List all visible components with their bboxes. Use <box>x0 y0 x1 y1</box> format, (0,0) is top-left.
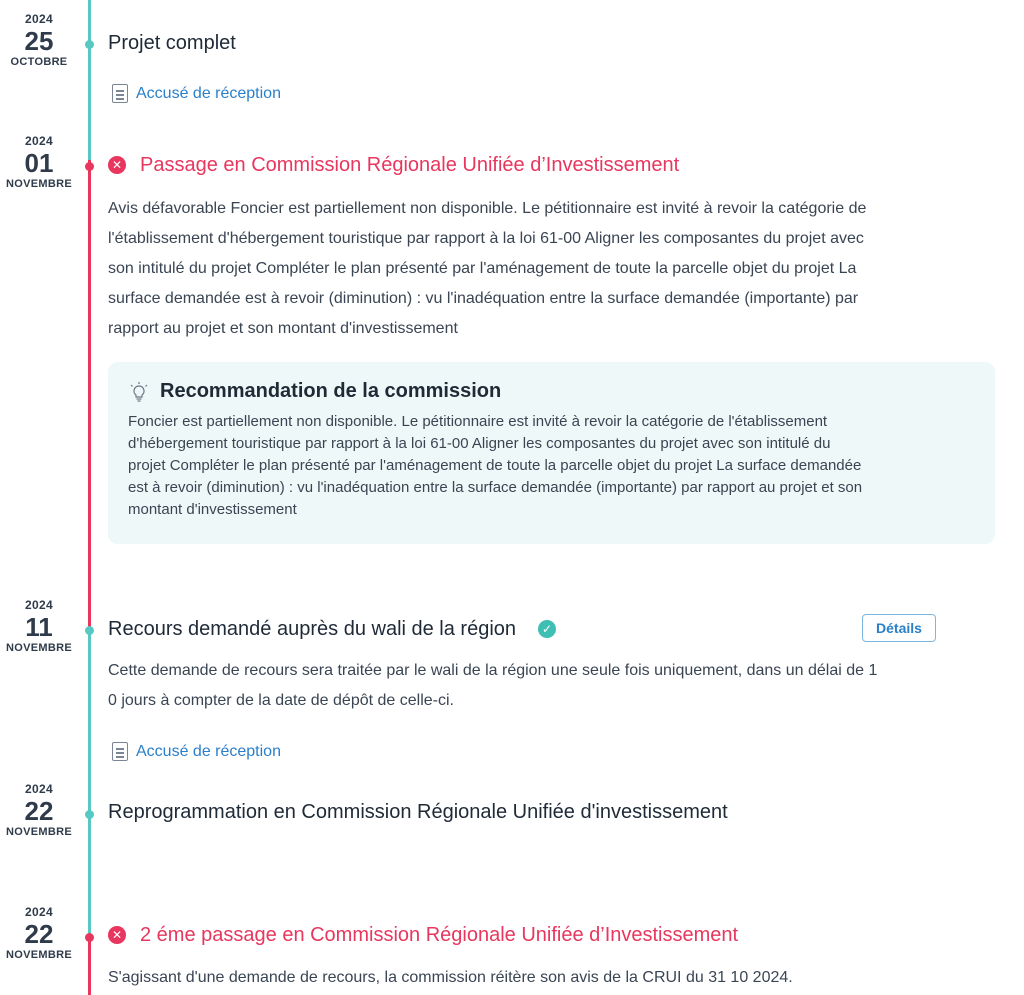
recommendation-title-text: Recommandation de la commission <box>160 380 502 402</box>
details-button[interactable]: Détails <box>862 614 936 642</box>
event-day: 22 <box>24 796 54 826</box>
timeline-dot <box>85 810 94 819</box>
event-date <box>0 598 78 654</box>
timeline-line <box>88 630 91 936</box>
event-month: NOVEMBRE <box>6 949 72 961</box>
description-line: surface demandée est à revoir (diminution) : vu l'inadéquation entre la surface demandée (importante) par <box>108 290 859 307</box>
timeline-line <box>88 160 91 630</box>
event-description <box>108 656 877 716</box>
event-month: NOVEMBRE <box>6 826 72 838</box>
event-description <box>108 963 793 993</box>
check-circle-icon: ✓ <box>538 620 556 638</box>
recommendation-line: est à revoir (diminution) : vu l'inadéquation entre la surface demandée (importante) par rapport au projet et son <box>128 479 863 496</box>
recommendation-line: montant d'investissement <box>128 501 297 518</box>
event-year: 2024 <box>25 598 53 612</box>
event-description <box>108 194 866 344</box>
event-year: 2024 <box>25 782 53 796</box>
document-icon <box>112 742 128 761</box>
x-circle-icon: ✕ <box>108 926 126 944</box>
description-line: Avis défavorable Foncier est partiellement non disponible. Le pétitionnaire est invité à revoir la catégorie de <box>108 200 867 217</box>
description-line: Cette demande de recours sera traitée par le wali de la région une seule fois uniquement, dans un délai de 1 <box>108 662 878 679</box>
description-line: rapport au projet et son montant d'investissement <box>108 320 458 337</box>
timeline-dot <box>85 40 94 49</box>
timeline-line <box>88 0 91 160</box>
event-date <box>0 782 78 838</box>
event-month: NOVEMBRE <box>6 178 72 190</box>
receipt-link-label: Accusé de réception <box>136 742 281 760</box>
event-title-text: Recours demandé auprès du wali de la région <box>108 618 517 640</box>
event-title <box>108 924 738 947</box>
recommendation-line: d'hébergement touristique par rapport à la loi 61-00 Aligner les composantes du projet avec son intitulé du <box>128 435 831 452</box>
event-title: Reprogrammation en Commission Régionale Unifiée d'investissement <box>108 801 728 823</box>
recommendation-line: Foncier est partiellement non disponible. Le pétitionnaire est invité à revoir la catégorie de l'établissement <box>128 413 828 430</box>
recommendation-title <box>128 380 975 403</box>
event-month: NOVEMBRE <box>6 642 72 654</box>
event-date <box>0 12 78 68</box>
receipt-link-label: Accusé de réception <box>136 84 281 102</box>
event-date <box>0 134 78 190</box>
event-day: 22 <box>24 919 54 949</box>
description-line: S'agissant d'une demande de recours, la commission réitère son avis de la CRUI du 31 10 2024. <box>108 969 793 986</box>
recommendation-box <box>108 362 995 544</box>
event-year: 2024 <box>25 134 53 148</box>
event-day: 01 <box>24 148 54 178</box>
event-day: 11 <box>25 612 53 642</box>
lightbulb-icon <box>128 381 150 403</box>
recommendation-text <box>128 411 975 521</box>
recommendation-line: projet Compléter le plan présenté par l'aménagement de toute la parcelle objet du projet La surface demandée <box>128 457 862 474</box>
event-month: OCTOBRE <box>10 56 68 68</box>
description-line: l'établissement d'hébergement touristique par rapport à la loi 61-00 Aligner les composantes du projet avec <box>108 230 864 247</box>
event-title-text: 2 éme passage en Commission Régionale Unifiée d’Investissement <box>140 924 739 946</box>
event-year: 2024 <box>25 12 53 26</box>
event-title: Projet complet <box>108 32 236 54</box>
event-title <box>108 618 556 641</box>
event-year: 2024 <box>25 905 53 919</box>
timeline-dot <box>85 162 94 171</box>
event-title-text: Passage en Commission Régionale Unifiée d’Investissement <box>140 154 680 176</box>
description-line: 0 jours à compter de la date de dépôt de celle-ci. <box>108 692 454 709</box>
event-title <box>108 154 679 177</box>
timeline-line <box>88 936 91 995</box>
timeline-dot <box>85 933 94 942</box>
receipt-link[interactable] <box>112 742 281 761</box>
description-line: son intitulé du projet Compléter le plan présenté par l'aménagement de toute la parcelle objet du projet La <box>108 260 857 277</box>
x-circle-icon: ✕ <box>108 156 126 174</box>
receipt-link[interactable] <box>112 84 281 103</box>
event-day: 25 <box>24 26 54 56</box>
document-icon <box>112 84 128 103</box>
timeline-dot <box>85 626 94 635</box>
event-date <box>0 905 78 961</box>
